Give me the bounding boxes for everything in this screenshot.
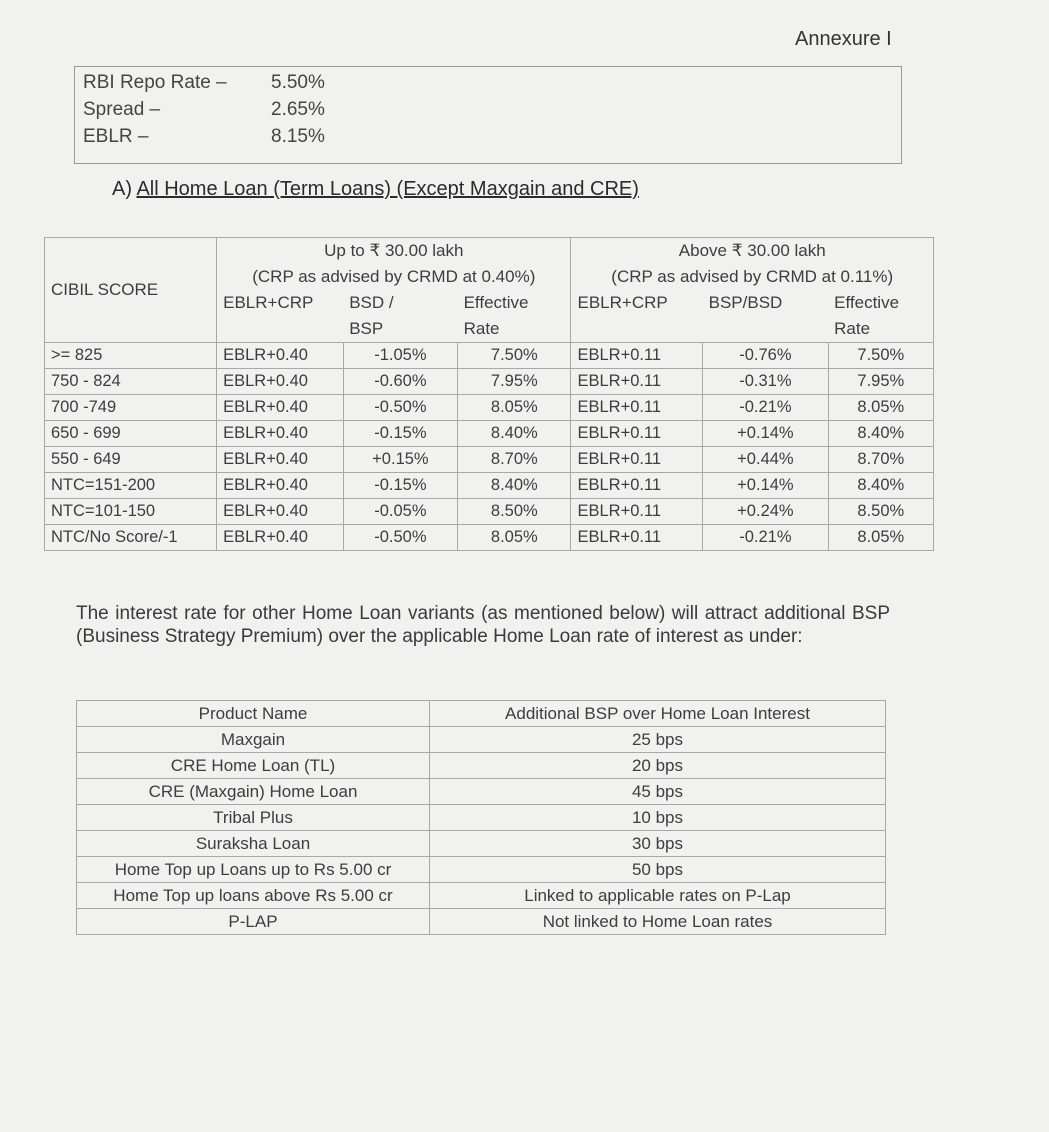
table-row	[45, 343, 934, 369]
table-row	[77, 805, 886, 831]
cibil-score-cell: >= 825	[45, 343, 217, 369]
bsp-cell: -0.05%	[343, 499, 457, 525]
product-name-cell: Home Top up loans above Rs 5.00 cr	[77, 883, 430, 909]
cibil-score-cell: 750 - 824	[45, 369, 217, 395]
group-header-up-to	[217, 238, 571, 291]
bsp-cell: +0.14%	[703, 473, 829, 499]
effective-rate-cell: 8.05%	[458, 525, 571, 551]
sub-header-effective-rate: Effective Rate	[458, 290, 571, 343]
effective-rate-cell: 8.40%	[458, 421, 571, 447]
table-row	[77, 883, 886, 909]
sub-header-eblr-crp: EBLR+CRP	[571, 290, 703, 343]
effective-rate-cell: 8.05%	[458, 395, 571, 421]
bsp-value-cell: 25 bps	[430, 727, 886, 753]
table-row	[45, 525, 934, 551]
bsp-cell: -0.50%	[343, 525, 457, 551]
eblr-crp-cell: EBLR+0.40	[217, 369, 344, 395]
eblr-crp-cell: EBLR+0.11	[571, 421, 703, 447]
sub-header-bsd-bsp: BSD / BSP	[343, 290, 457, 343]
table-row	[45, 369, 934, 395]
eblr-crp-cell: EBLR+0.40	[217, 525, 344, 551]
table-row	[77, 779, 886, 805]
bsp-cell: -0.21%	[703, 525, 829, 551]
product-name-cell: Tribal Plus	[77, 805, 430, 831]
bsp-cell: -1.05%	[343, 343, 457, 369]
eblr-crp-cell: EBLR+0.11	[571, 395, 703, 421]
bsp-cell: -0.50%	[343, 395, 457, 421]
cibil-score-cell: NTC/No Score/-1	[45, 525, 217, 551]
rate-label: Spread –	[83, 99, 161, 120]
eblr-crp-cell: EBLR+0.40	[217, 343, 344, 369]
eblr-crp-cell: EBLR+0.11	[571, 447, 703, 473]
bsp-cell: -0.15%	[343, 421, 457, 447]
rate-value: 5.50%	[271, 72, 325, 93]
eblr-crp-cell: EBLR+0.11	[571, 499, 703, 525]
bsp-cell: +0.14%	[703, 421, 829, 447]
annexure-label: Annexure I	[795, 28, 892, 50]
table-header-row	[77, 701, 886, 727]
bsp-cell: -0.31%	[703, 369, 829, 395]
bsp-cell: -0.76%	[703, 343, 829, 369]
section-title-text: All Home Loan (Term Loans) (Except Maxgain and CRE)	[136, 178, 639, 200]
bsp-value-cell: 10 bps	[430, 805, 886, 831]
rate-label: RBI Repo Rate –	[83, 72, 227, 93]
eblr-crp-cell: EBLR+0.40	[217, 473, 344, 499]
table-header-row	[45, 238, 934, 291]
section-prefix: A)	[112, 178, 137, 200]
product-name-cell: CRE Home Loan (TL)	[77, 753, 430, 779]
rates-box	[74, 66, 902, 164]
effective-rate-cell: 8.70%	[828, 447, 933, 473]
effective-rate-cell: 8.05%	[828, 395, 933, 421]
table-row	[45, 395, 934, 421]
cibil-score-cell: NTC=101-150	[45, 499, 217, 525]
bsp-value-cell: 20 bps	[430, 753, 886, 779]
effective-rate-cell: 8.40%	[828, 473, 933, 499]
cibil-score-header: CIBIL SCORE	[45, 238, 217, 343]
sub-header-bsp-bsd: BSP/BSD	[703, 290, 829, 343]
eblr-crp-cell: EBLR+0.40	[217, 395, 344, 421]
table-row	[45, 473, 934, 499]
rate-value: 8.15%	[271, 126, 325, 147]
bsp-cell: +0.24%	[703, 499, 829, 525]
cibil-score-cell: 550 - 649	[45, 447, 217, 473]
rate-value: 2.65%	[271, 99, 325, 120]
product-name-header: Product Name	[77, 701, 430, 727]
eblr-crp-cell: EBLR+0.11	[571, 343, 703, 369]
eblr-crp-cell: EBLR+0.11	[571, 369, 703, 395]
effective-rate-cell: 7.50%	[828, 343, 933, 369]
group-up-to-line1: Up to ₹ 30.00 lakh	[324, 241, 464, 260]
effective-rate-cell: 8.05%	[828, 525, 933, 551]
bsp-cell: -0.15%	[343, 473, 457, 499]
group-header-above	[571, 238, 934, 291]
bsp-value-cell: Not linked to Home Loan rates	[430, 909, 886, 935]
rate-row-eblr	[83, 126, 325, 148]
bsp-cell: -0.21%	[703, 395, 829, 421]
group-up-to-line2: (CRP as advised by CRMD at 0.40%)	[252, 267, 536, 286]
effective-rate-cell: 7.95%	[828, 369, 933, 395]
sub-header-effective-rate: Effective Rate	[828, 290, 933, 343]
table-row	[45, 499, 934, 525]
additional-bsp-header: Additional BSP over Home Loan Interest	[430, 701, 886, 727]
bsp-value-cell: 45 bps	[430, 779, 886, 805]
table-row	[45, 447, 934, 473]
effective-rate-cell: 8.70%	[458, 447, 571, 473]
rate-row-repo	[83, 72, 325, 94]
bsp-cell: -0.60%	[343, 369, 457, 395]
table-row	[77, 857, 886, 883]
cibil-score-cell: NTC=151-200	[45, 473, 217, 499]
effective-rate-cell: 7.50%	[458, 343, 571, 369]
bsp-cell: +0.44%	[703, 447, 829, 473]
effective-rate-cell: 8.50%	[828, 499, 933, 525]
bsp-cell: +0.15%	[343, 447, 457, 473]
product-name-cell: P-LAP	[77, 909, 430, 935]
effective-rate-cell: 8.40%	[458, 473, 571, 499]
effective-rate-cell: 8.40%	[828, 421, 933, 447]
eblr-crp-cell: EBLR+0.40	[217, 421, 344, 447]
cibil-score-cell: 700 -749	[45, 395, 217, 421]
table-row	[77, 753, 886, 779]
product-name-cell: Suraksha Loan	[77, 831, 430, 857]
bsp-value-cell: Linked to applicable rates on P-Lap	[430, 883, 886, 909]
table-row	[77, 909, 886, 935]
home-loan-rate-table	[44, 237, 934, 551]
effective-rate-cell: 7.95%	[458, 369, 571, 395]
table-row	[77, 831, 886, 857]
effective-rate-cell: 8.50%	[458, 499, 571, 525]
group-above-line1: Above ₹ 30.00 lakh	[678, 241, 826, 260]
additional-bsp-table	[76, 700, 886, 935]
sub-header-eblr-crp: EBLR+CRP	[217, 290, 344, 343]
cibil-score-cell: 650 - 699	[45, 421, 217, 447]
rate-label: EBLR –	[83, 126, 149, 147]
section-title	[112, 178, 639, 201]
group-above-line2: (CRP as advised by CRMD at 0.11%)	[611, 267, 894, 286]
product-name-cell: Maxgain	[77, 727, 430, 753]
eblr-crp-cell: EBLR+0.11	[571, 525, 703, 551]
product-name-cell: Home Top up Loans up to Rs 5.00 cr	[77, 857, 430, 883]
eblr-crp-cell: EBLR+0.40	[217, 447, 344, 473]
table-row	[77, 727, 886, 753]
bsp-paragraph: The interest rate for other Home Loan variants (as mentioned below) will attract additional BSP (Business Strategy Premium) over the applicable Home Loan rate of interest as under:	[76, 603, 890, 647]
eblr-crp-cell: EBLR+0.40	[217, 499, 344, 525]
bsp-value-cell: 30 bps	[430, 831, 886, 857]
product-name-cell: CRE (Maxgain) Home Loan	[77, 779, 430, 805]
bsp-value-cell: 50 bps	[430, 857, 886, 883]
eblr-crp-cell: EBLR+0.11	[571, 473, 703, 499]
table-row	[45, 421, 934, 447]
rate-row-spread	[83, 99, 325, 121]
